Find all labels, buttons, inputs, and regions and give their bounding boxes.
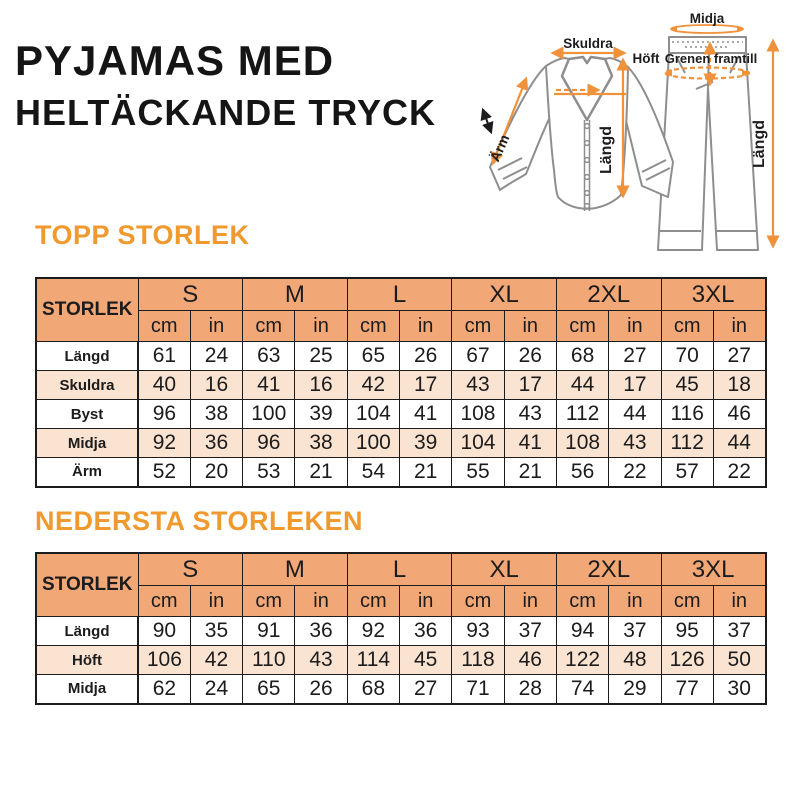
unit-header: cm xyxy=(138,586,190,617)
cell: 20 xyxy=(190,458,242,487)
storlek-corner-cell: STORLEK xyxy=(36,553,138,617)
table-row xyxy=(36,617,766,646)
table-row xyxy=(36,675,766,704)
cell: 39 xyxy=(400,429,452,458)
cell: 43 xyxy=(609,429,661,458)
cell: 22 xyxy=(609,458,661,487)
title-line-2: HELTÄCKANDE TRYCK xyxy=(15,92,436,133)
cell: 22 xyxy=(713,458,765,487)
cell: 43 xyxy=(452,371,504,400)
cell: 52 xyxy=(138,458,190,487)
row-label: Ärm xyxy=(36,458,138,487)
cell: 24 xyxy=(190,342,242,371)
size-header: L xyxy=(347,278,452,311)
cell: 45 xyxy=(661,371,713,400)
cell: 94 xyxy=(556,617,608,646)
unit-header: cm xyxy=(452,586,504,617)
pants-length-label: Längd xyxy=(751,120,768,168)
cell: 70 xyxy=(661,342,713,371)
storlek-corner-cell: STORLEK xyxy=(36,278,138,342)
cell: 68 xyxy=(347,675,399,704)
cell: 46 xyxy=(713,400,765,429)
arm-black-arrow xyxy=(483,110,491,132)
cell: 26 xyxy=(400,342,452,371)
shirt-drawing xyxy=(490,57,673,211)
bottom-table-heading: NEDERSTA STORLEKEN xyxy=(35,506,364,536)
unit-header: in xyxy=(190,586,242,617)
cell: 77 xyxy=(661,675,713,704)
cell: 24 xyxy=(190,675,242,704)
table-row xyxy=(36,278,766,311)
hoft-label: Höft xyxy=(632,51,660,66)
cell: 61 xyxy=(138,342,190,371)
cell: 74 xyxy=(556,675,608,704)
cell: 122 xyxy=(556,646,608,675)
cell: 68 xyxy=(556,342,608,371)
unit-header: in xyxy=(609,311,661,342)
unit-header: cm xyxy=(243,311,295,342)
cell: 56 xyxy=(556,458,608,487)
row-label: Midja xyxy=(36,429,138,458)
unit-header: in xyxy=(609,586,661,617)
cell: 43 xyxy=(504,400,556,429)
table-row xyxy=(36,371,766,400)
cell: 27 xyxy=(400,675,452,704)
cell: 25 xyxy=(295,342,347,371)
pants-drawing xyxy=(658,37,758,250)
unit-header: in xyxy=(504,586,556,617)
size-header: M xyxy=(243,553,348,586)
cell: 41 xyxy=(400,400,452,429)
cell: 26 xyxy=(295,675,347,704)
cell: 38 xyxy=(190,400,242,429)
size-header: 3XL xyxy=(661,278,766,311)
pajamas-measurement-diagram xyxy=(480,0,800,260)
size-header: L xyxy=(347,553,452,586)
bottom-size-table-wrap xyxy=(35,552,765,705)
cell: 40 xyxy=(138,371,190,400)
cell: 57 xyxy=(661,458,713,487)
unit-header: in xyxy=(190,311,242,342)
top-size-table-wrap xyxy=(35,277,765,488)
cell: 36 xyxy=(400,617,452,646)
cell: 50 xyxy=(713,646,765,675)
cell: 71 xyxy=(452,675,504,704)
grenen-framtill-label: Grenen framtill xyxy=(664,51,758,66)
cell: 37 xyxy=(504,617,556,646)
cell: 96 xyxy=(138,400,190,429)
unit-header: in xyxy=(504,311,556,342)
row-label: Höft xyxy=(36,646,138,675)
cell: 36 xyxy=(295,617,347,646)
cell: 36 xyxy=(190,429,242,458)
unit-header: in xyxy=(400,586,452,617)
table-row xyxy=(36,646,766,675)
cell: 53 xyxy=(243,458,295,487)
cell: 63 xyxy=(243,342,295,371)
unit-header: cm xyxy=(452,311,504,342)
cell: 62 xyxy=(138,675,190,704)
title-line-1: PYJAMAS MED xyxy=(15,37,335,84)
cell: 118 xyxy=(452,646,504,675)
arm-label: Ärm xyxy=(486,131,513,165)
table-row xyxy=(36,429,766,458)
row-label: Midja xyxy=(36,675,138,704)
cell: 21 xyxy=(295,458,347,487)
unit-header: in xyxy=(295,311,347,342)
cell: 91 xyxy=(243,617,295,646)
cell: 55 xyxy=(452,458,504,487)
row-label: Längd xyxy=(36,342,138,371)
unit-header: cm xyxy=(556,586,608,617)
cell: 106 xyxy=(138,646,190,675)
skuldra-label: Skuldra xyxy=(563,36,613,51)
cell: 65 xyxy=(243,675,295,704)
cell: 112 xyxy=(556,400,608,429)
cell: 17 xyxy=(609,371,661,400)
cell: 46 xyxy=(504,646,556,675)
cell: 114 xyxy=(347,646,399,675)
cell: 17 xyxy=(504,371,556,400)
row-label: Skuldra xyxy=(36,371,138,400)
cell: 110 xyxy=(243,646,295,675)
cell: 92 xyxy=(138,429,190,458)
top-table-heading: TOPP STORLEK xyxy=(35,220,250,250)
unit-header: in xyxy=(713,586,765,617)
cell: 108 xyxy=(556,429,608,458)
size-header: XL xyxy=(452,553,557,586)
unit-header: in xyxy=(713,311,765,342)
cell: 95 xyxy=(661,617,713,646)
shirt-length-label: Längd xyxy=(598,126,615,174)
cell: 29 xyxy=(609,675,661,704)
cell: 112 xyxy=(661,429,713,458)
bottom-size-table xyxy=(35,552,767,705)
cell: 44 xyxy=(556,371,608,400)
size-header: M xyxy=(243,278,348,311)
cell: 44 xyxy=(713,429,765,458)
cell: 16 xyxy=(190,371,242,400)
cell: 100 xyxy=(347,429,399,458)
table-row xyxy=(36,311,766,342)
unit-header: cm xyxy=(347,311,399,342)
cell: 67 xyxy=(452,342,504,371)
cell: 104 xyxy=(347,400,399,429)
size-header: 2XL xyxy=(556,278,661,311)
unit-header: cm xyxy=(243,586,295,617)
cell: 92 xyxy=(347,617,399,646)
cell: 41 xyxy=(504,429,556,458)
unit-header: in xyxy=(295,586,347,617)
table-row xyxy=(36,342,766,371)
cell: 43 xyxy=(295,646,347,675)
cell: 104 xyxy=(452,429,504,458)
cell: 93 xyxy=(452,617,504,646)
cell: 37 xyxy=(713,617,765,646)
cell: 35 xyxy=(190,617,242,646)
size-header: S xyxy=(138,553,243,586)
size-header: 2XL xyxy=(556,553,661,586)
cell: 37 xyxy=(609,617,661,646)
cell: 126 xyxy=(661,646,713,675)
cell: 17 xyxy=(400,371,452,400)
size-header: XL xyxy=(452,278,557,311)
unit-header: cm xyxy=(347,586,399,617)
unit-header: cm xyxy=(138,311,190,342)
unit-header: cm xyxy=(556,311,608,342)
cell: 116 xyxy=(661,400,713,429)
cell: 26 xyxy=(504,342,556,371)
top-size-table xyxy=(35,277,767,488)
cell: 54 xyxy=(347,458,399,487)
table-row xyxy=(36,400,766,429)
cell: 38 xyxy=(295,429,347,458)
cell: 21 xyxy=(504,458,556,487)
row-label: Byst xyxy=(36,400,138,429)
cell: 30 xyxy=(713,675,765,704)
cell: 42 xyxy=(347,371,399,400)
cell: 96 xyxy=(243,429,295,458)
cell: 21 xyxy=(400,458,452,487)
row-label: Längd xyxy=(36,617,138,646)
page-title xyxy=(15,37,436,133)
cell: 48 xyxy=(609,646,661,675)
cell: 42 xyxy=(190,646,242,675)
unit-header: in xyxy=(400,311,452,342)
cell: 27 xyxy=(713,342,765,371)
cell: 45 xyxy=(400,646,452,675)
cell: 44 xyxy=(609,400,661,429)
cell: 28 xyxy=(504,675,556,704)
size-header: S xyxy=(138,278,243,311)
size-header: 3XL xyxy=(661,553,766,586)
midja-label: Midja xyxy=(689,11,725,26)
cell: 90 xyxy=(138,617,190,646)
table-row xyxy=(36,553,766,586)
cell: 39 xyxy=(295,400,347,429)
cell: 108 xyxy=(452,400,504,429)
cell: 41 xyxy=(243,371,295,400)
table-row xyxy=(36,586,766,617)
cell: 100 xyxy=(243,400,295,429)
cell: 65 xyxy=(347,342,399,371)
pajamas-diagram-svg xyxy=(480,0,800,260)
cell: 18 xyxy=(713,371,765,400)
cell: 16 xyxy=(295,371,347,400)
table-row xyxy=(36,458,766,487)
unit-header: cm xyxy=(661,311,713,342)
unit-header: cm xyxy=(661,586,713,617)
cell: 27 xyxy=(609,342,661,371)
